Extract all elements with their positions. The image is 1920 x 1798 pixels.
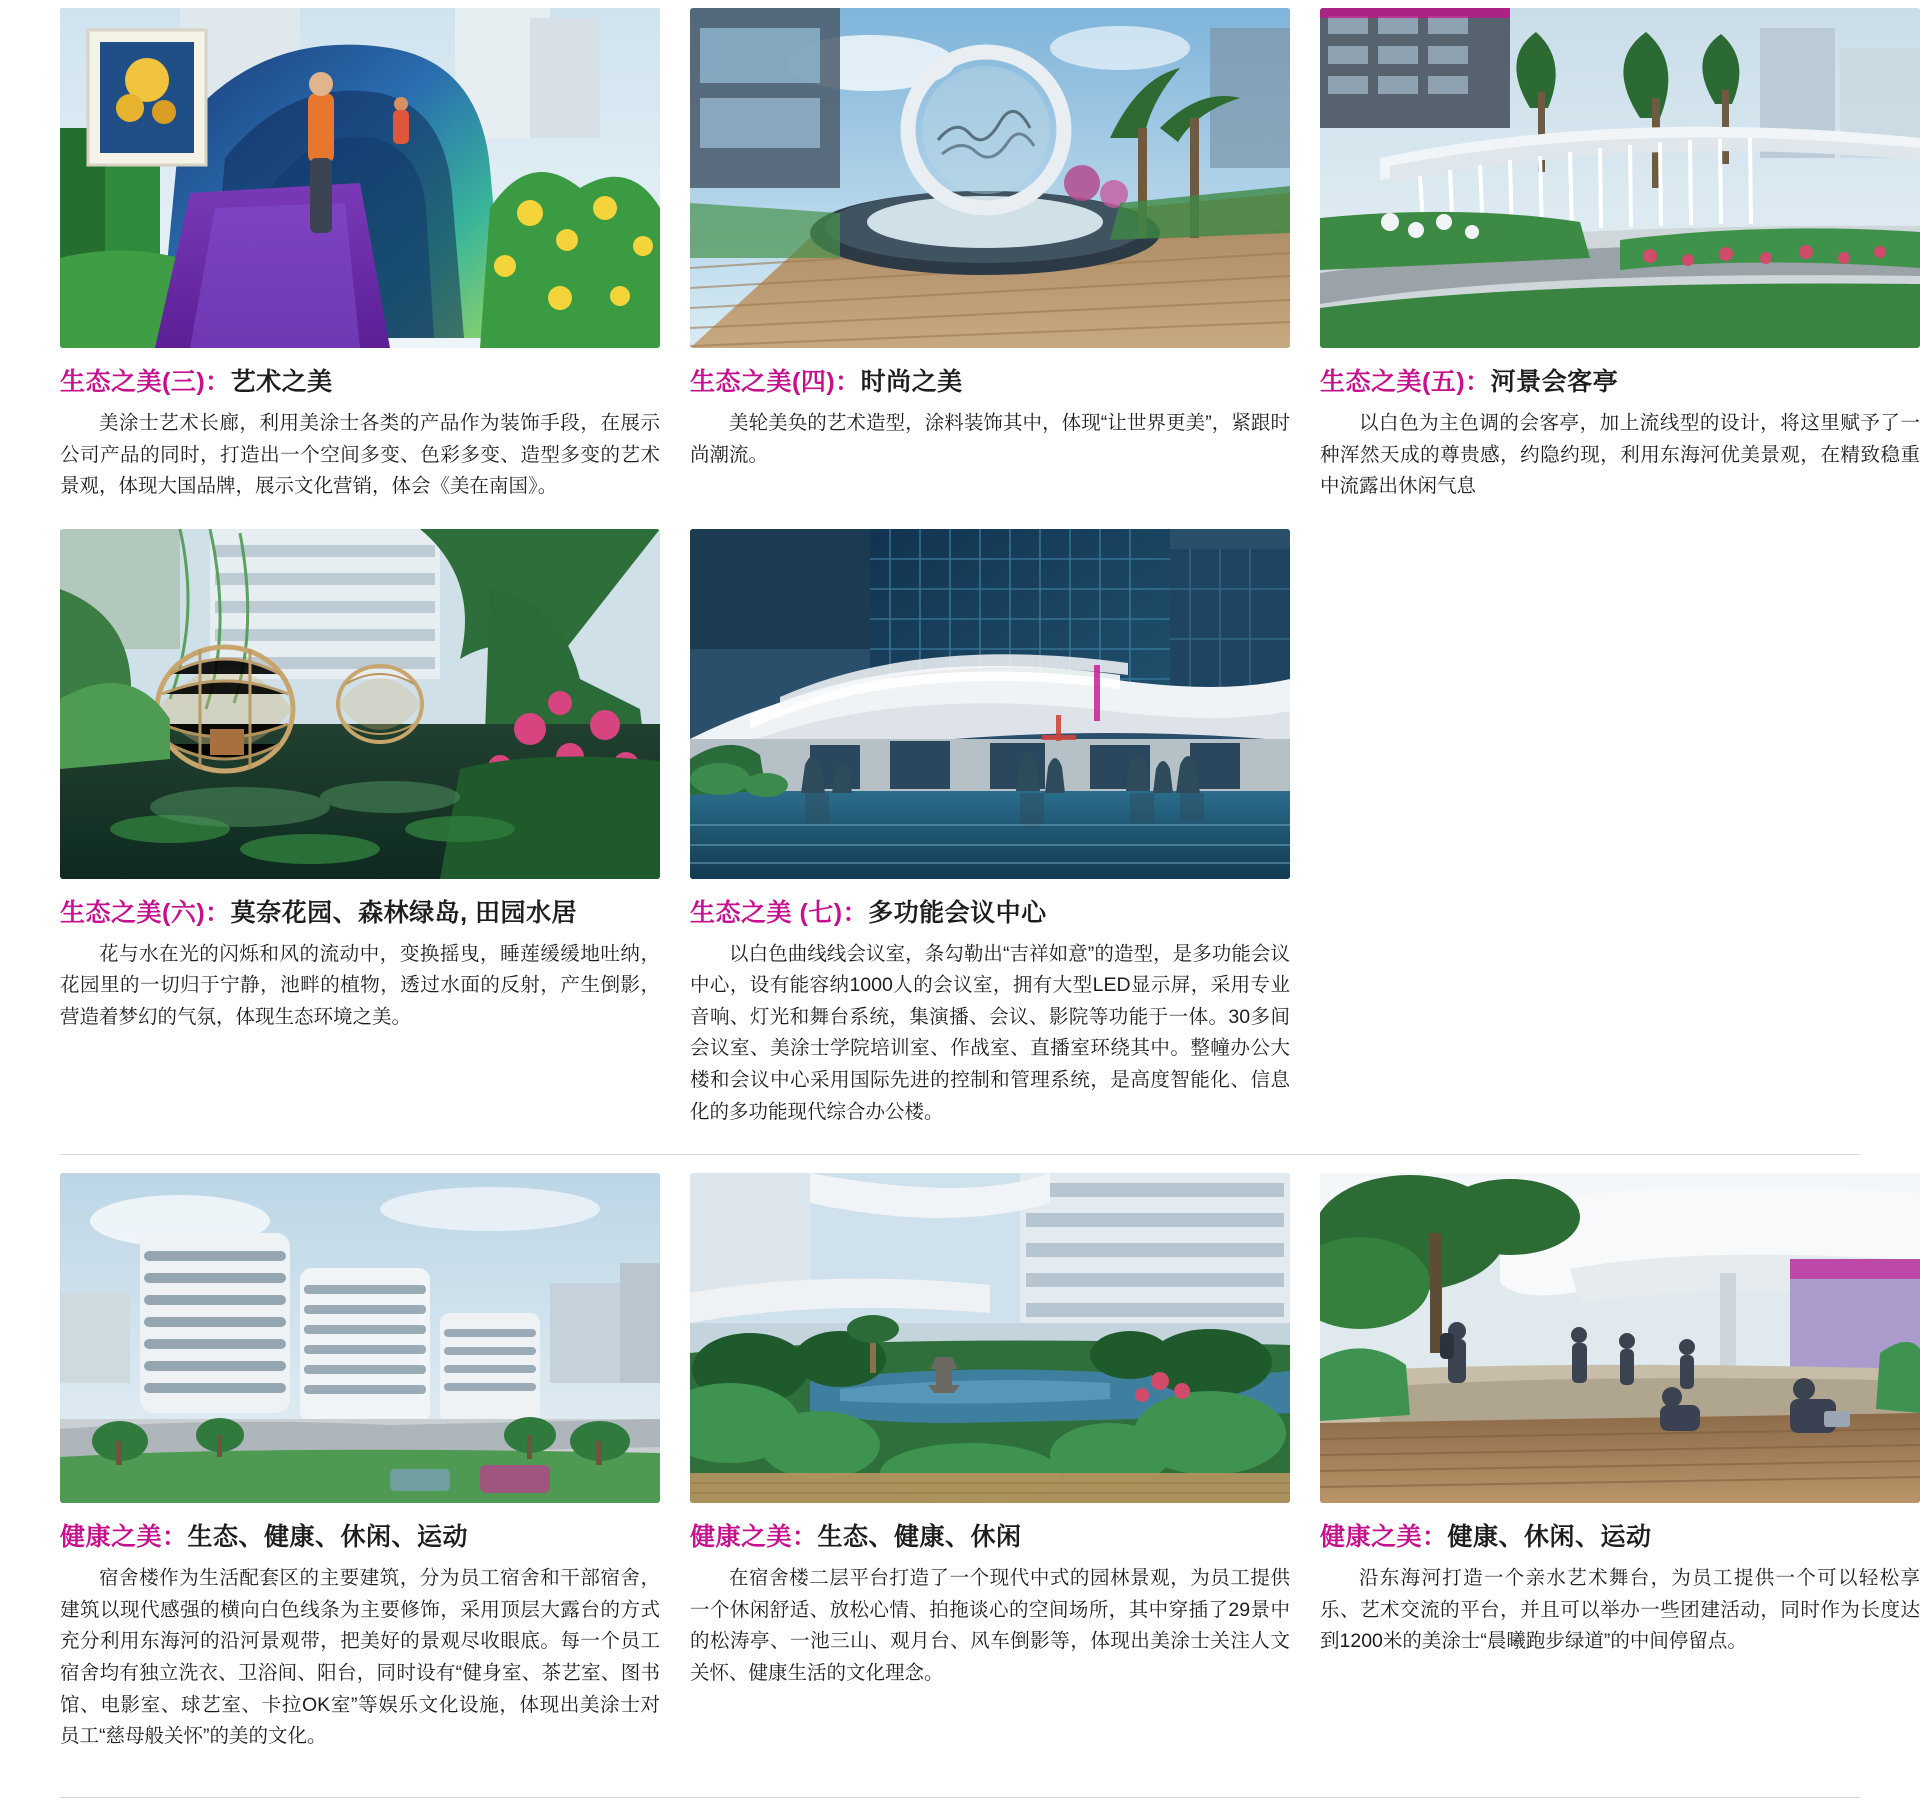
card-title-prefix: 健康之美： [60, 1523, 188, 1552]
card-title-main: 莫奈花园、森林绿岛, 田园水居 [230, 898, 578, 927]
card-title-prefix: 生态之美(五)： [1320, 368, 1491, 396]
card-body: 以白色为主色调的会客亭，加上流线型的设计，将这里赋予了一种浑然天成的尊贵感，约隐约现，利用东海河优美景观，在精致稳重中流露出休闲气息 [1320, 412, 1920, 498]
card-body: 美涂士艺术长廊，利用美涂士各类的产品作为装饰手段，在展示公司产品的同时，打造出一个空间多变、色彩多变、造型多变的艺术景观，体现大国品牌，展示文化营销，体会《美在南国》。 [60, 412, 660, 498]
card-title [60, 1521, 660, 1553]
dormitory-illustration [60, 1173, 660, 1503]
photo-river-pavilion [1320, 8, 1920, 348]
photo-waterfront-stage [1320, 1173, 1920, 1503]
card-body: 沿东海河打造一个亲水艺术舞台，为员工提供一个可以轻松享乐、艺术交流的平台，并且可以举办一些团建活动，同时作为长度达到1200米的美涂士“晨曦跑步绿道”的中间停留点。 [1320, 1567, 1920, 1653]
card-title-main: 健康、休闲、运动 [1447, 1523, 1652, 1552]
card-title [1320, 366, 1920, 398]
photo-dormitory [60, 1173, 660, 1503]
section-row-2 [60, 529, 1860, 1128]
card-title-prefix: 健康之美： [690, 1523, 818, 1552]
photo-conference-center [690, 529, 1290, 879]
card-eco-4 [690, 8, 1290, 471]
card-body: 宿舍楼作为生活配套区的主要建筑，分为员工宿舍和干部宿舍，建筑以现代感强的横向白色线条为主要修饰，采用顶层大露台的方式充分利用东海河的沿河景观带，把美好的景观尽收眼底。每一个员工宿舍均有独立洗衣、卫浴间、阳台，同时设有“健身室、茶艺室、图书馆、电影室、球艺室、卡拉OK室”等娱乐文化设施，体现出美涂士对员工“慈母般关怀”的美的文化。 [60, 1567, 660, 1748]
card-body: 在宿舍楼二层平台打造了一个现代中式的园林景观，为员工提供一个休闲舒适、放松心情、拍拖谈心的空间场所，其中穿插了29景中的松涛亭、一池三山、观月台、风车倒影等，体现出美涂士关注人文关怀、健康生活的文化理念。 [690, 1567, 1290, 1684]
card-eco-3 [60, 8, 660, 503]
card-title [1320, 1521, 1920, 1553]
section-row-1 [60, 8, 1920, 503]
card-health-2 [690, 1173, 1290, 1689]
photo-ring-sculpture [690, 8, 1290, 348]
card-title-prefix: 生态之美(六)： [60, 898, 231, 927]
card-title-main: 多功能会议中心 [868, 898, 1047, 927]
card-health-3 [1320, 1173, 1920, 1658]
card-title-main: 生态、健康、休闲 [817, 1523, 1022, 1552]
card-eco-7 [690, 529, 1290, 1128]
card-title [690, 897, 1290, 929]
card-eco-6 [60, 529, 660, 1034]
photo-art-corridor [60, 8, 660, 348]
card-title-main: 生态、健康、休闲、运动 [187, 1523, 469, 1552]
photo-roof-garden [690, 1173, 1290, 1503]
card-title-main: 河景会客亭 [1490, 368, 1619, 396]
roof-garden-illustration [690, 1173, 1290, 1503]
conference-center-illustration [690, 529, 1290, 879]
monet-garden-illustration [60, 529, 660, 879]
card-title [690, 1521, 1290, 1553]
section-row-3 [60, 1173, 1920, 1752]
card-title-prefix: 生态之美 (七)： [690, 898, 869, 927]
card-title-prefix: 生态之美(四)： [690, 368, 861, 396]
river-pavilion-illustration [1320, 8, 1920, 348]
card-title [60, 897, 660, 929]
card-title [60, 366, 660, 398]
ring-sculpture-illustration [690, 8, 1290, 348]
card-body: 美轮美奂的艺术造型，涂料装饰其中，体现“让世界更美”，紧跟时尚潮流。 [690, 412, 1290, 466]
section-divider-1 [60, 1154, 1860, 1155]
card-title-main: 艺术之美 [230, 368, 333, 396]
card-title-prefix: 健康之美： [1320, 1523, 1448, 1552]
photo-monet-garden [60, 529, 660, 879]
card-health-1 [60, 1173, 660, 1752]
card-title-main: 时尚之美 [860, 368, 963, 396]
art-corridor-illustration [60, 8, 660, 348]
card-body: 花与水在光的闪烁和风的流动中，变换摇曳，睡莲缓缓地吐纳，花园里的一切归于宁静，池畔的植物，透过水面的反射，产生倒影，营造着梦幻的气氛，体现生态环境之美。 [60, 942, 660, 1028]
card-eco-5 [1320, 8, 1920, 503]
card-body: 以白色曲线线会议室，条勾勒出“吉祥如意”的造型，是多功能会议中心，设有能容纳1000人的会议室，拥有大型LED显示屏，采用专业音响、灯光和舞台系统，集演播、会议、影院等功能于一体。30多间会议室、美涂士学院培训室、作战室、直播室环绕其中。整幢办公大楼和会议中心采用国际先进的控制和管理系统，是高度智能化、信息化的多功能现代综合办公楼。 [690, 942, 1290, 1123]
card-title-prefix: 生态之美(三)： [60, 368, 231, 396]
card-title [690, 366, 1290, 398]
waterfront-stage-illustration [1320, 1173, 1920, 1503]
